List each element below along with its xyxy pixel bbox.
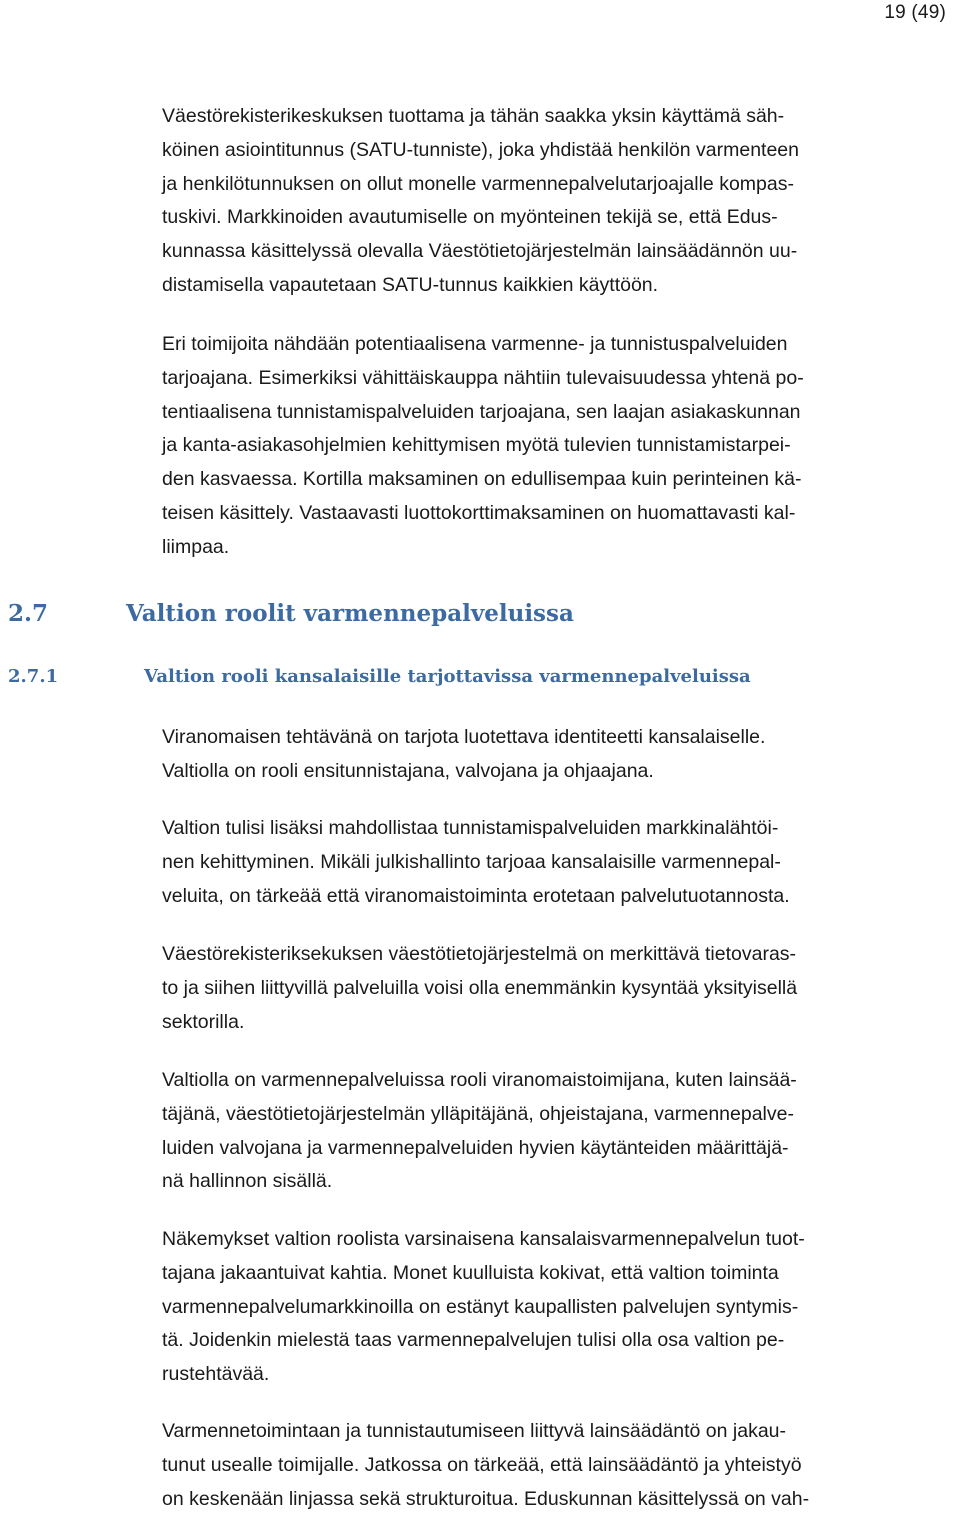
section-number: 2.7: [8, 600, 49, 627]
paragraph-markkinat: [162, 812, 790, 913]
text-line: veluita, on tärkeää että viranomaistoiminta erotetaan palvelutuotannosta.: [162, 884, 790, 907]
text-line: tä. Joidenkin mielestä taas varmennepalvelujen tulisi olla osa valtion pe-: [162, 1329, 785, 1352]
text-line: Väestörekisteriksekuksen väestötietojärjestelmä on merkittävä tietovaras-: [162, 943, 797, 965]
text-line: Viranomaisen tehtävänä on tarjota luotettava identiteetti kansalaiselle.: [162, 726, 766, 748]
subsection-title: Valtion rooli kansalaisille tarjottavissa varmennepalveluissa: [144, 666, 751, 687]
text-line: tuskivi. Markkinoiden avautumiselle on myönteinen tekijä se, että Edus-: [162, 206, 778, 229]
text-line: sektorilla.: [162, 1010, 245, 1033]
text-line: ja kanta-asiakasohjelmien kehittymisen myötä tulevien tunnistamistarpei-: [162, 434, 791, 457]
text-line: ja henkilötunnuksen on ollut monelle varmennepalvelutarjoajalle kompas-: [162, 172, 794, 195]
text-line: varmennepalvelumarkkinoilla on estänyt kaupallisten palvelujen syntymis-: [162, 1295, 799, 1318]
paragraph-vaestotietojarjestelma: [162, 938, 797, 1039]
text-line: to ja siihen liittyvillä palveluilla voisi olla enemmänkin kysyntää yksityisellä: [162, 976, 798, 999]
text-line: nen kehittyminen. Mikäli julkishallinto tarjoaa kansalaisille varmennepal-: [162, 850, 781, 873]
subsection-number: 2.7.1: [8, 666, 59, 687]
text-line: Valtion tulisi lisäksi mahdollistaa tunnistamispalveluiden markkinalähtöi-: [162, 817, 779, 839]
text-line: nä hallinnon sisällä.: [162, 1170, 333, 1193]
paragraph-toimijat: [162, 328, 804, 565]
text-line: liimpaa.: [162, 535, 230, 558]
paragraph-lainsaadanto: [162, 1415, 809, 1516]
subsection-heading: [8, 666, 751, 687]
text-line: tarjoajana. Esimerkiksi vähittäiskauppa nähtiin tulevaisuudessa yhtenä po-: [162, 366, 804, 389]
text-line: kunnassa käsittelyssä olevalla Väestötietojärjestelmän lainsäädännön uu-: [162, 240, 798, 263]
text-line: Varmennetoimintaan ja tunnistautumiseen liittyvä lainsäädäntö on jakau-: [162, 1420, 787, 1442]
text-line: luiden valvojana ja varmennepalveluiden hyvien käytänteiden määrittäjä-: [162, 1136, 789, 1159]
page-number: 19 (49): [884, 2, 946, 23]
text-line: Valtiolla on rooli ensitunnistajana, valvojana ja ohjaajana.: [162, 759, 654, 782]
text-line: distamisella vapautetaan SATU-tunnus kaikkien käyttöön.: [162, 273, 659, 296]
text-line: tunut usealle toimijalle. Jatkossa on tärkeää, että lainsäädäntö ja yhteistyö: [162, 1453, 802, 1476]
text-line: teisen käsittely. Vastaavasti luottokorttimaksaminen on huomattavasti kal-: [162, 501, 796, 524]
text-line: Eri toimijoita nähdään potentiaalisena varmenne- ja tunnistuspalveluiden: [162, 333, 788, 355]
text-line: täjänä, väestötietojärjestelmän ylläpitäjänä, ohjeistajana, varmennepalve-: [162, 1102, 794, 1125]
text-line: Näkemykset valtion roolista varsinaisena kansalaisvarmennepalvelun tuot-: [162, 1228, 805, 1250]
section-heading: [8, 600, 574, 627]
text-line: Valtiolla on varmennepalveluissa rooli viranomaistoimijana, kuten lainsää-: [162, 1069, 797, 1091]
text-line: den kasvaessa. Kortilla maksaminen on edullisempaa kuin perinteinen kä-: [162, 468, 802, 491]
text-line: tentiaalisena tunnistamispalveluiden tarjoajana, sen laajan asiakaskunnan: [162, 400, 801, 423]
text-line: köinen asiointitunnus (SATU-tunniste), joka yhdistää henkilön varmenteen: [162, 138, 799, 161]
text-line: Väestörekisterikeskuksen tuottama ja tähän saakka yksin käyttämä säh-: [162, 105, 785, 127]
section-title: Valtion roolit varmennepalveluissa: [126, 600, 574, 627]
paragraph-satu-tunnus: [162, 100, 799, 303]
text-line: tajana jakaantuivat kahtia. Monet kuulluista kokivat, että valtion toiminta: [162, 1261, 779, 1284]
paragraph-viranomainen: [162, 721, 765, 789]
text-line: on keskenään linjassa sekä strukturoitua. Eduskunnan käsittelyssä on vah-: [162, 1487, 810, 1510]
text-line: rustehtävää.: [162, 1363, 270, 1386]
paragraph-viranomaistoimija: [162, 1064, 797, 1199]
paragraph-nakemykset: [162, 1223, 805, 1392]
